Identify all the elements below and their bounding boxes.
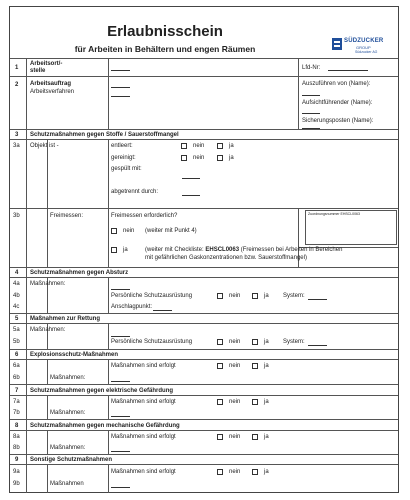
entleert-ja-checkbox[interactable] bbox=[217, 143, 223, 149]
mech-massnahmen-field[interactable] bbox=[111, 451, 130, 452]
rettung-psa-label: Persönliche Schutzausrüstung bbox=[111, 339, 193, 345]
elektro-erfolgt-label: Maßnahmen sind erfolgt bbox=[111, 399, 176, 405]
lfd-nr-label: Lfd-Nr: bbox=[302, 65, 321, 71]
sonstige-nein-label: nein bbox=[229, 469, 241, 475]
ex-massnahmen-field[interactable] bbox=[111, 381, 130, 382]
rettung-system-label: System: bbox=[283, 339, 305, 345]
entleert-ja-label: ja bbox=[229, 143, 234, 149]
section-8-heading: Schutzmaßnahmen gegen mechanische Gefährdung bbox=[30, 423, 180, 429]
absturz-psa-ja-label: ja bbox=[264, 293, 269, 299]
freimessen-question: Freimessen erforderlich? bbox=[111, 213, 178, 219]
mech-nein-label: nein bbox=[229, 434, 241, 440]
rettung-psa-ja-label: ja bbox=[264, 339, 269, 345]
mech-ja-label: ja bbox=[264, 434, 269, 440]
rettung-massnahmen-label: Maßnahmen: bbox=[30, 327, 66, 333]
gespuelt-field[interactable] bbox=[182, 178, 200, 179]
gereinigt-ja-label: ja bbox=[229, 155, 234, 161]
ex-erfolgt-label: Maßnahmen sind erfolgt bbox=[111, 363, 176, 369]
sonstige-massnahmen-label: Maßnahmen bbox=[50, 481, 84, 487]
arbeitsauftrag-field[interactable] bbox=[111, 87, 130, 88]
aufsicht-field[interactable] bbox=[302, 113, 320, 114]
elektro-nein-checkbox[interactable] bbox=[217, 399, 223, 405]
freimessen-ja-note-line1: (weiter mit Checkliste: EHSCL0063 (Freimessen bei Arbeiten in Bereichen bbox=[145, 247, 343, 253]
freimessen-nein-label: nein bbox=[123, 228, 135, 234]
row-9b-number: 9b bbox=[13, 481, 20, 487]
row-4c-number: 4c bbox=[13, 304, 20, 310]
abgetrennt-label: abgetrennt durch: bbox=[111, 189, 159, 195]
ex-massnahmen-label: Maßnahmen: bbox=[50, 375, 86, 381]
sonstige-ja-label: ja bbox=[264, 469, 269, 475]
row-3-number: 3 bbox=[15, 132, 19, 138]
company-logo bbox=[332, 37, 340, 47]
row-3a-number: 3a bbox=[13, 143, 20, 149]
entleert-label: entleert: bbox=[111, 143, 133, 149]
entleert-nein-checkbox[interactable] bbox=[181, 143, 187, 149]
row-6-number: 6 bbox=[15, 352, 19, 358]
freimessen-ja-label: ja bbox=[123, 247, 128, 253]
permit-form bbox=[9, 6, 399, 493]
anschlagpunkt-label: Anschlagpunkt: bbox=[111, 304, 153, 310]
rettung-system-field[interactable] bbox=[308, 345, 327, 346]
row-7-number: 7 bbox=[15, 388, 19, 394]
aufsicht-label: Aufsichtführender (Name): bbox=[302, 100, 373, 106]
freimessen-label: Freimessen: bbox=[50, 213, 84, 219]
logo-group: GROUP bbox=[356, 45, 371, 50]
arbeitsort-field[interactable] bbox=[111, 70, 130, 71]
gereinigt-nein-checkbox[interactable] bbox=[181, 155, 187, 161]
form-subtitle: für Arbeiten in Behältern und engen Räumen bbox=[74, 44, 256, 54]
row-8a-number: 8a bbox=[13, 434, 20, 440]
arbeitsort-label-2: stelle bbox=[30, 68, 46, 74]
absturz-psa-nein-label: nein bbox=[229, 293, 241, 299]
absturz-psa-label: Persönliche Schutzausrüstung bbox=[111, 293, 193, 299]
rettung-massnahmen-field[interactable] bbox=[111, 336, 130, 337]
mech-massnahmen-label: Maßnahmen: bbox=[50, 445, 86, 451]
row-8-number: 8 bbox=[15, 423, 19, 429]
sicherung-label: Sicherungsposten (Name): bbox=[302, 118, 374, 124]
row-9-number: 9 bbox=[15, 457, 19, 463]
elektro-ja-checkbox[interactable] bbox=[252, 399, 258, 405]
absturz-psa-nein-checkbox[interactable] bbox=[217, 293, 223, 299]
elektro-massnahmen-field[interactable] bbox=[111, 416, 130, 417]
row-4b-number: 4b bbox=[13, 293, 20, 299]
absturz-massnahmen-field[interactable] bbox=[111, 289, 130, 290]
mech-ja-checkbox[interactable] bbox=[252, 434, 258, 440]
row-1-number: 1 bbox=[15, 65, 19, 71]
auszufuehren-field[interactable] bbox=[302, 95, 320, 96]
arbeitsauftrag-label: Arbeitsauftrag bbox=[30, 81, 72, 87]
row-3b-number: 3b bbox=[13, 213, 20, 219]
form-title: Erlaubnisschein bbox=[107, 23, 223, 40]
anschlagpunkt-field[interactable] bbox=[153, 310, 172, 311]
row-6b-number: 6b bbox=[13, 375, 20, 381]
row-4-number: 4 bbox=[15, 270, 19, 276]
section-9-heading: Sonstige Schutzmaßnahmen bbox=[30, 457, 113, 463]
rettung-psa-ja-checkbox[interactable] bbox=[252, 339, 258, 345]
absturz-massnahmen-label: Maßnahmen: bbox=[30, 281, 66, 287]
absturz-system-label: System: bbox=[283, 293, 305, 299]
ex-nein-label: nein bbox=[229, 363, 241, 369]
assignment-stamp bbox=[305, 210, 397, 245]
sonstige-massnahmen-field[interactable] bbox=[111, 487, 130, 488]
rettung-psa-nein-label: nein bbox=[229, 339, 241, 345]
gereinigt-nein-label: nein bbox=[193, 155, 205, 161]
sonstige-erfolgt-label: Maßnahmen sind erfolgt bbox=[111, 469, 176, 475]
row-5a-number: 5a bbox=[13, 327, 20, 333]
row-5b-number: 5b bbox=[13, 339, 20, 345]
arbeitsverfahren-field[interactable] bbox=[111, 96, 130, 97]
arbeitsort-label: Arbeitsort/- bbox=[30, 61, 63, 67]
section-6-heading: Explosionsschutz-Maßnahmen bbox=[30, 352, 119, 358]
section-4-heading: Schutzmaßnahmen gegen Absturz bbox=[30, 270, 129, 276]
ex-ja-checkbox[interactable] bbox=[252, 363, 258, 369]
logo-name: SÜDZUCKER bbox=[344, 38, 384, 44]
row-7a-number: 7a bbox=[13, 399, 20, 405]
elektro-ja-label: ja bbox=[264, 399, 269, 405]
rettung-psa-nein-checkbox[interactable] bbox=[217, 339, 223, 345]
logo-company: Südzucker AG bbox=[355, 50, 378, 54]
freimessen-ja-note-line2: mit gefährlichen Gaskonzentrationen bzw. Sauerstoffmangel) bbox=[145, 255, 307, 261]
row-6a-number: 6a bbox=[13, 363, 20, 369]
entleert-nein-label: nein bbox=[193, 143, 205, 149]
mech-erfolgt-label: Maßnahmen sind erfolgt bbox=[111, 434, 176, 440]
freimessen-nein-note: (weiter mit Punkt 4) bbox=[145, 228, 197, 234]
sonstige-ja-checkbox[interactable] bbox=[252, 469, 258, 475]
absturz-psa-ja-checkbox[interactable] bbox=[252, 293, 258, 299]
row-7b-number: 7b bbox=[13, 410, 20, 416]
objekt-label: Objekt ist - bbox=[30, 143, 59, 149]
row-2-number: 2 bbox=[15, 82, 19, 88]
freimessen-nein-checkbox[interactable] bbox=[111, 228, 117, 234]
gespuelt-label: gespült mit: bbox=[111, 166, 142, 172]
elektro-nein-label: nein bbox=[229, 399, 241, 405]
assignment-number: Zuordnungsnummer EHSCL0063 bbox=[308, 212, 360, 216]
sonstige-nein-checkbox[interactable] bbox=[217, 469, 223, 475]
mech-nein-checkbox[interactable] bbox=[217, 434, 223, 440]
ex-nein-checkbox[interactable] bbox=[217, 363, 223, 369]
row-5-number: 5 bbox=[15, 316, 19, 322]
sicherung-field[interactable] bbox=[302, 128, 320, 129]
section-5-heading: Maßnahmen zur Rettung bbox=[30, 316, 100, 322]
section-3-heading: Schutzmaßnahmen gegen Stoffe / Sauerstoffmangel bbox=[30, 132, 179, 138]
gereinigt-label: gereinigt: bbox=[111, 155, 136, 161]
logo-mark-icon bbox=[332, 38, 342, 50]
gereinigt-ja-checkbox[interactable] bbox=[217, 155, 223, 161]
lfd-nr-field[interactable] bbox=[328, 70, 368, 71]
absturz-system-field[interactable] bbox=[308, 299, 327, 300]
row-9a-number: 9a bbox=[13, 469, 20, 475]
abgetrennt-field[interactable] bbox=[182, 195, 200, 196]
arbeitsverfahren-label: Arbeitsverfahren bbox=[30, 89, 75, 95]
row-4a-number: 4a bbox=[13, 281, 20, 287]
row-8b-number: 8b bbox=[13, 445, 20, 451]
ex-ja-label: ja bbox=[264, 363, 269, 369]
freimessen-ja-checkbox[interactable] bbox=[111, 247, 117, 253]
elektro-massnahmen-label: Maßnahmen: bbox=[50, 410, 86, 416]
auszufuehren-label: Auszuführen von (Name): bbox=[302, 81, 371, 87]
section-7-heading: Schutzmaßnahmen gegen elektrische Gefährdung bbox=[30, 388, 174, 394]
